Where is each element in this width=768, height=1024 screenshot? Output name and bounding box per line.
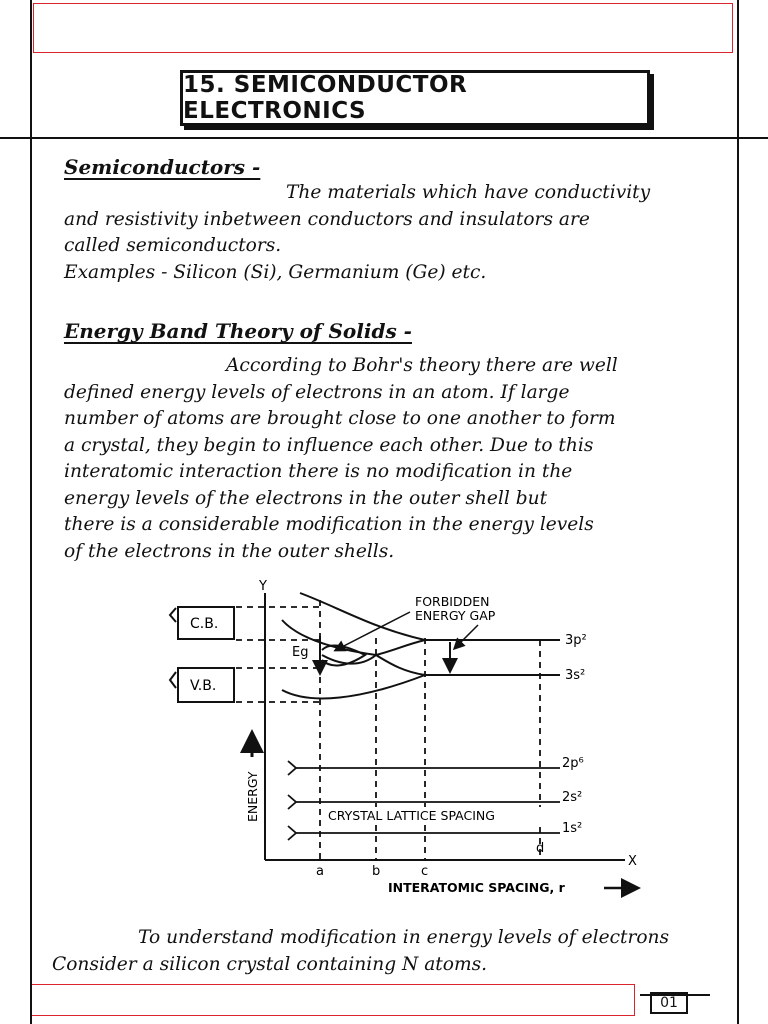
- level-label-2p6: 2p⁶: [562, 756, 584, 771]
- valence-band-lower-curve: [282, 675, 425, 698]
- text-line: The materials which have conductivity: [286, 182, 651, 203]
- text-line: Consider a silicon crystal containing N atoms.: [52, 953, 488, 975]
- interatomic-spacing-label: INTERATOMIC SPACING, r: [388, 880, 565, 895]
- text-line: defined energy levels of electrons in an atom. If large: [64, 381, 570, 403]
- y-axis-label: Y: [259, 579, 267, 594]
- energy-axis-label: ENERGY: [245, 771, 260, 822]
- level-label-2s2: 2s²: [562, 790, 583, 805]
- text-line: According to Bohr's theory there are well: [226, 355, 618, 376]
- vb-box: [170, 668, 234, 702]
- level-label-3p2: 3p²: [565, 633, 587, 648]
- forbidden-gap-label: FORBIDDEN: [415, 594, 490, 609]
- forbidden-gap-label: ENERGY GAP: [415, 608, 496, 623]
- text-line: a crystal, they begin to influence each other. Due to this: [64, 434, 594, 456]
- cb-label: C.B.: [190, 616, 219, 632]
- text-line: of the electrons in the outer shells.: [64, 540, 395, 562]
- chapter-title: 15. SEMICONDUCTOR ELECTRONICS: [183, 72, 468, 124]
- x-axis-label: X: [628, 854, 637, 869]
- closing-paragraph: [52, 925, 669, 978]
- vb-label: V.B.: [190, 678, 217, 694]
- forbidden-pointer: [455, 625, 478, 648]
- point-label-b: b: [372, 864, 381, 879]
- top-red-box: [33, 3, 733, 53]
- text-line: there is a considerable modification in the energy levels: [64, 514, 594, 535]
- text-line: energy levels of the electrons in the outer shell but: [64, 487, 548, 509]
- energy-band-diagram: [0, 575, 768, 905]
- text-line: called semiconductors.: [64, 235, 282, 256]
- header-rule: [0, 137, 768, 139]
- semiconductors-heading: Semiconductors -: [64, 155, 261, 179]
- level-label-3s2: 3s²: [565, 668, 586, 683]
- valence-band-upper-curve: [322, 655, 540, 675]
- bottom-red-box: [31, 984, 635, 1016]
- text-line: Examples - Silicon (Si), Germanium (Ge) etc.: [64, 261, 487, 283]
- page-number: 01: [650, 992, 688, 1014]
- text-line: and resistivity inbetween conductors and insulators are: [64, 208, 590, 230]
- crystal-spacing-label: CRYSTAL LATTICE SPACING: [328, 808, 495, 823]
- energy-band-paragraph: [64, 353, 618, 565]
- point-label-d: d: [536, 841, 545, 856]
- text-line: To understand modification in energy levels of electrons: [138, 927, 670, 948]
- semiconductors-definition: [64, 180, 650, 286]
- text-line: number of atoms are brought close to one another to form: [64, 408, 616, 429]
- point-label-a: a: [316, 864, 324, 879]
- energy-band-heading: Energy Band Theory of Solids -: [64, 319, 412, 343]
- forbidden-pointer: [336, 612, 410, 650]
- text-line: interatomic interaction there is no modification in the: [64, 461, 573, 482]
- point-label-c: c: [421, 864, 429, 879]
- level-label-1s2: 1s²: [562, 821, 583, 836]
- eg-label: Eg: [292, 645, 309, 660]
- chapter-title-box: [180, 70, 650, 126]
- cb-box: [170, 607, 234, 639]
